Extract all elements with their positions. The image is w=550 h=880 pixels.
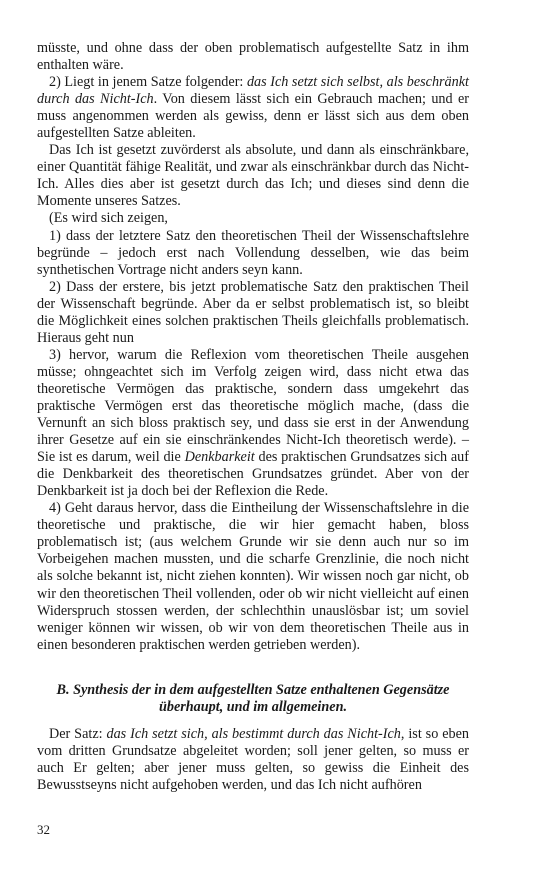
text-run: des praktischen Grundsatzes sich auf die Denkbarkeit des theoretischen Grundsatzes gründet. Aber von der Denkbarkeit ist ja doch bei der Reflexion die Rede. (37, 449, 469, 500)
page-body (37, 40, 469, 794)
paragraph (37, 74, 469, 142)
italic-text: das Ich setzt sich, als bestimmt durch das Nicht-Ich (106, 725, 401, 742)
paragraph (37, 347, 469, 500)
text-run: müsste, und ohne dass der oben problematisch aufgestellte Satz in ihm enthalten wäre. (37, 40, 469, 74)
text-run: 1) dass der letztere Satz den theoretischen Theil der Wissenschaftslehre begründe – jedoch erst nach Vollendung desselben, wie das beim synthetischen Vortrage nicht anders seyn kann. (37, 227, 469, 278)
paragraph (37, 210, 469, 227)
paragraph (37, 142, 469, 210)
paragraph (37, 500, 469, 653)
paragraph (37, 228, 469, 279)
text-run: Der Satz: (49, 725, 107, 742)
text-run: 3) hervor, warum die Reflexion vom theoretischen Theile ausgehen müsse; ohngeachtet sich im Verfolg zeigen wird, dass nicht etwa das theoretische Vermögen das praktische, sondern dass umgekehrt das praktische Vermögen erst das theoretische möglich mache, (dass die Vernunft an sich bloss praktisch sey, und dass sie erst in der Anwendung ihrer Gesetze auf ein sie einschränkendes Nicht-Ich theoretisch werde). – Sie ist es darum, weil die (37, 346, 469, 466)
italic-text: das Ich setzt sich selbst, als beschränkt durch das Nicht-Ich (37, 74, 469, 108)
text-run: Das Ich ist gesetzt zuvörderst als absolute, und dann als einschränkbare, einer Quantität fähige Realität, und zwar als einschränkbar durch das Nicht-Ich. Alles dies aber ist gesetzt durch das Ich; und dieses sind denn die Momente unseres Satzes. (37, 142, 469, 210)
text-run: , ist so eben vom dritten Grundsatze abgeleitet worden; soll jener gelten, so muss er auch Er gelten; aber jener muss gelten, so gewiss die Einheit des Bewusstseyns nicht aufgehoben werden, und das Ich nicht aufhören (37, 725, 469, 793)
page-number: 32 (37, 822, 50, 837)
paragraph (37, 279, 469, 347)
text-run: 2) Liegt in jenem Satze folgender: (49, 74, 247, 91)
italic-text: Denkbarkeit (184, 449, 255, 466)
text-run: 2) Dass der erstere, bis jetzt problematische Satz den praktischen Theil der Wissenschaft begründe. Aber da er selbst problematisch ist, so bleibt die Möglichkeit eines solchen praktischen Theils gleichfalls problematisch. Hieraus geht nun (37, 278, 469, 346)
section-heading-line-2: überhaupt, und im allgemeinen. (158, 698, 348, 715)
text-run: (Es wird sich zeigen, (49, 210, 168, 227)
section-heading-line-1: B. Synthesis der in dem aufgestellten Satze enthaltenen Gegensätze (56, 681, 450, 698)
text-run: . Von diesem lässt sich ein Gebrauch machen; und er muss angenommen werden als gewiss, denn er lässt sich aus dem oben aufgestellten Satze ableiten. (37, 91, 470, 142)
paragraph (37, 40, 469, 74)
closing-paragraph (37, 726, 469, 794)
text-run: 4) Geht daraus hervor, dass die Eintheilung der Wissenschaftslehre in die theoretische und praktische, die wir hier gemacht haben, bloss problematisch ist; (aus welchem Grunde wir sie denn auch nur so im Vorbeigehen machen mussten, und die scharfe Grenzlinie, die noch nicht als solche bekannt ist, nicht ziehen konnten). Wir wissen noch gar nicht, ob wir den theoretischen Theil vollenden, oder ob wir nicht vielleicht auf einen Widerspruch stossen werden, der schlechthin unauslösbar ist; um soviel weniger können wir wissen, ob wir von dem theoretischen Theile aus in einen besonderen praktischen werden getrieben werden). (37, 500, 469, 653)
section-heading (37, 682, 469, 716)
text-body (37, 40, 469, 654)
